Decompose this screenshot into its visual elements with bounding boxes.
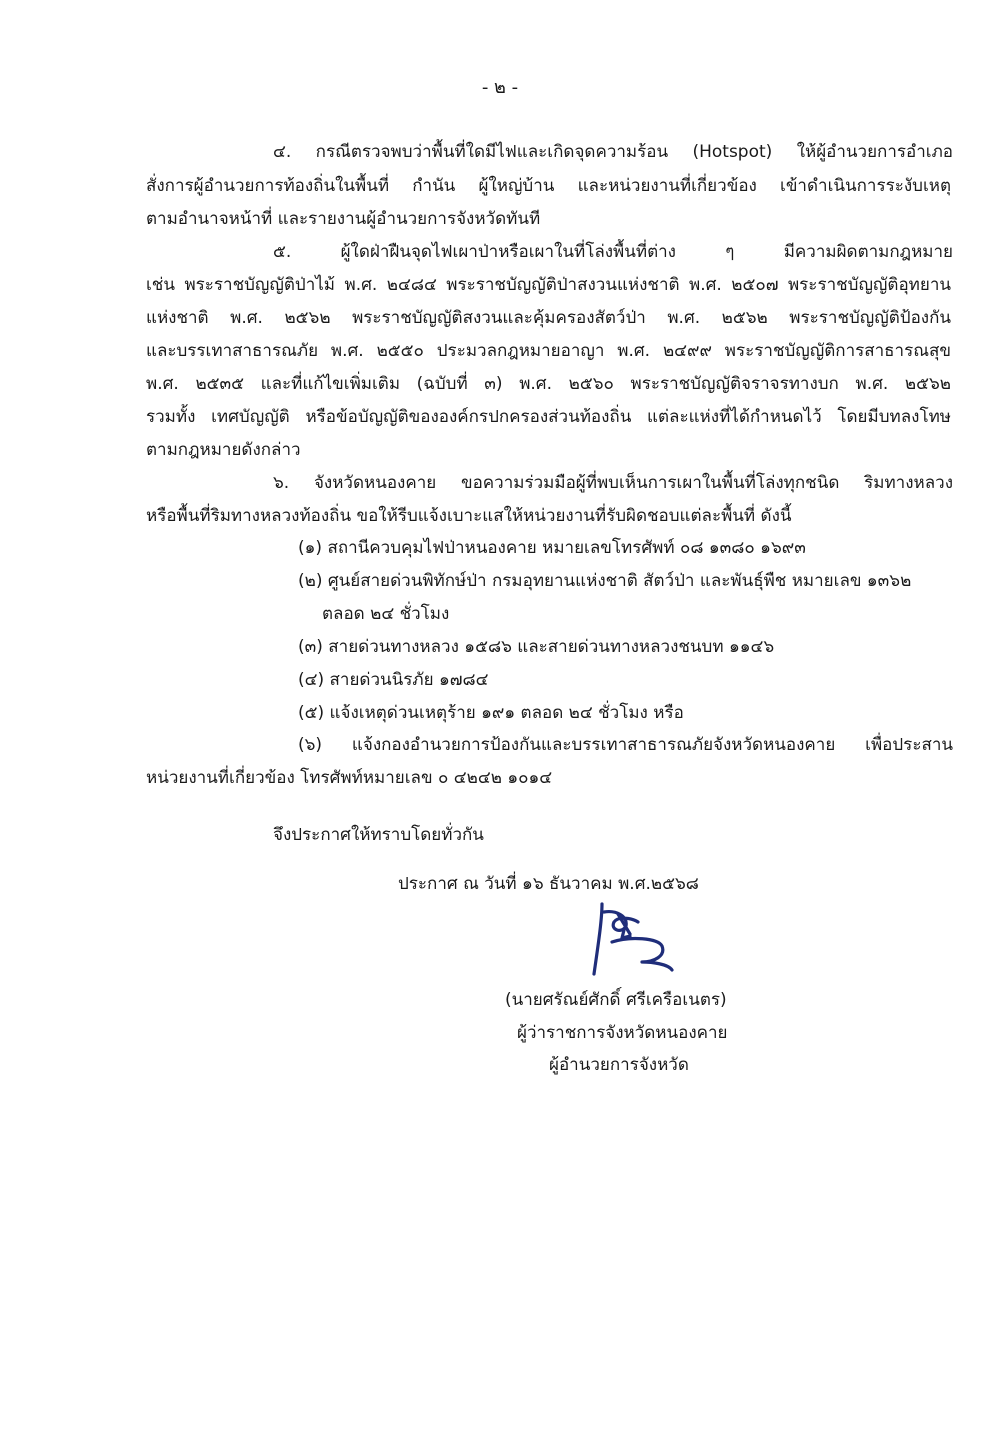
item-6-line-2: หรือพื้นที่ริมทางหลวงท้องถิ่น ขอให้รีบแจ้งเบาะแสให้หน่วยงานที่รับผิดชอบแต่ละพื้นที่ ดังนี้ <box>146 506 792 526</box>
contact-item-1: (๑) สถานีควบคุมไฟป่าหนองคาย หมายเลขโทรศัพท์ ๐๘ ๑๓๘๐ ๑๖๙๓ <box>298 538 806 558</box>
item-5-line-3: แห่งชาติ พ.ศ. ๒๕๖๒ พระราชบัญญัติสงวนและคุ้มครองสัตว์ป่า พ.ศ. ๒๕๖๒ พระราชบัญญัติป้องกัน <box>146 308 951 328</box>
contact-item-5: (๕) แจ้งเหตุด่วนเหตุร้าย ๑๙๑ ตลอด ๒๔ ชั่วโมง หรือ <box>298 703 684 723</box>
contact-item-6-cont: หน่วยงานที่เกี่ยวข้อง โทรศัพท์หมายเลข ๐ ๔๒๔๒ ๑๐๑๔ <box>146 768 553 788</box>
signer-role: ผู้อำนวยการจังหวัด <box>549 1055 689 1075</box>
signature-stroke-curve <box>612 939 672 970</box>
signer-name: (นายศรัณย์ศักดิ์ ศรีเครือเนตร) <box>505 990 727 1010</box>
item-5-line-5: พ.ศ. ๒๕๓๕ และที่แก้ไขเพิ่มเติม (ฉบับที่ ๓) พ.ศ. ๒๕๖๐ พระราชบัญญัติจราจรทางบก พ.ศ. ๒๕๖๒ <box>146 374 951 394</box>
item-5-line-4: และบรรเทาสาธารณภัย พ.ศ. ๒๕๕๐ ประมวลกฎหมายอาญา พ.ศ. ๒๔๙๙ พระราชบัญญัติการสาธารณสุข <box>146 341 951 361</box>
item-5-line-6: รวมทั้ง เทศบัญญัติ หรือข้อบัญญัติขององค์กรปกครองส่วนท้องถิ่น แต่ละแห่งที่ได้กำหนดไว้ โดยมีบทลงโทษ <box>146 407 951 427</box>
contact-item-2: (๒) ศูนย์สายด่วนพิทักษ์ป่า กรมอุทยานแห่งชาติ สัตว์ป่า และพันธุ์พืช หมายเลข ๑๓๖๒ <box>298 571 912 591</box>
contact-item-2-cont: ตลอด ๒๔ ชั่วโมง <box>322 604 450 624</box>
signature-stroke-stem <box>594 904 602 974</box>
item-6-line-1: ๖. จังหวัดหนองคาย ขอความร่วมมือผู้ที่พบเห็นการเผาในพื้นที่โล่งทุกชนิด ริมทางหลวง <box>273 473 953 493</box>
item-5-line-7: ตามกฎหมายดังกล่าว <box>146 440 301 460</box>
contact-item-4: (๔) สายด่วนนิรภัย ๑๗๘๔ <box>298 670 489 690</box>
item-4-line-2: สั่งการผู้อำนวยการท้องถิ่นในพื้นที่ กำนัน ผู้ใหญ่บ้าน และหน่วยงานที่เกี่ยวข้อง เข้าดำเนินการระงับเหตุ <box>146 176 951 196</box>
contact-item-3: (๓) สายด่วนทางหลวง ๑๕๘๖ และสายด่วนทางหลวงชนบท ๑๑๔๖ <box>298 637 775 657</box>
contact-item-6: (๖) แจ้งกองอำนวยการป้องกันและบรรเทาสาธารณภัยจังหวัดหนองคาย เพื่อประสาน <box>298 735 953 755</box>
item-5-line-2: เช่น พระราชบัญญัติป่าไม้ พ.ศ. ๒๔๘๔ พระราชบัญญัติป่าสงวนแห่งชาติ พ.ศ. ๒๕๐๗ พระราชบัญญัติอุทยาน <box>146 275 951 295</box>
announcement-date: ประกาศ ณ วันที่ ๑๖ ธันวาคม พ.ศ.๒๕๖๘ <box>398 874 699 894</box>
closing-statement: จึงประกาศให้ทราบโดยทั่วกัน <box>273 825 484 845</box>
signature-image <box>588 900 688 980</box>
item-4-line-1: ๔. กรณีตรวจพบว่าพื้นที่ใดมีไฟและเกิดจุดความร้อน (Hotspot) ให้ผู้อำนวยการอำเภอ <box>273 142 953 162</box>
item-4-line-3: ตามอำนาจหน้าที่ และรายงานผู้อำนวยการจังหวัดทันที <box>146 209 541 229</box>
signer-position: ผู้ว่าราชการจังหวัดหนองคาย <box>517 1023 728 1043</box>
item-5-line-1: ๕. ผู้ใดฝ่าฝืนจุดไฟเผาป่าหรือเผาในที่โล่งพื้นที่ต่าง ๆ มีความผิดตามกฎหมาย <box>273 242 953 262</box>
page-number: - ๒ - <box>481 77 519 98</box>
